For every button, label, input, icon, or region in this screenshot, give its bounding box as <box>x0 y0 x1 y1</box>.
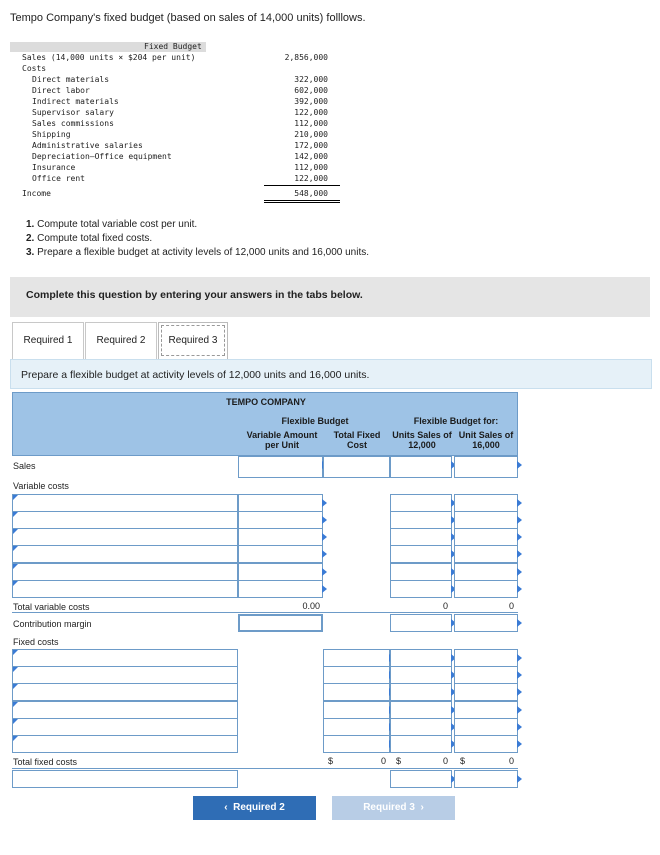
var-input[interactable] <box>238 494 323 512</box>
var-input[interactable] <box>238 580 323 598</box>
tfc-dollar: $ <box>328 756 334 766</box>
fixed-input[interactable] <box>323 649 390 667</box>
var-12000-input[interactable] <box>390 563 452 581</box>
fixed-12000-input[interactable] <box>390 649 452 667</box>
var-16000-input[interactable] <box>454 511 518 529</box>
fb-item-label: Insurance <box>32 163 76 172</box>
tvc-16000-total: 0 <box>508 601 514 611</box>
table-header <box>12 392 518 456</box>
fb-item-label: Administrative salaries <box>32 141 143 150</box>
fixed-input[interactable] <box>323 683 390 701</box>
col-16000: Unit Sales of 16,000 <box>458 430 514 450</box>
label-select[interactable] <box>12 528 238 546</box>
fb-item-value: 112,000 <box>294 119 328 128</box>
var-16000-input[interactable] <box>454 580 518 598</box>
fb-item-value: 112,000 <box>294 163 328 172</box>
fixed-12000-input[interactable] <box>390 718 452 736</box>
fb-item-label: Indirect materials <box>32 97 119 106</box>
var-16000-input[interactable] <box>454 494 518 512</box>
fixed-input[interactable] <box>323 666 390 684</box>
fb-item-value: 210,000 <box>294 130 328 139</box>
tfc-12000-total: 0 <box>442 756 448 766</box>
costs-label: Costs <box>22 64 47 73</box>
fixed-input[interactable] <box>323 735 390 753</box>
fixed-budget <box>10 42 342 202</box>
fb-item-label: Office rent <box>32 174 85 183</box>
tab-required-2[interactable]: Required 2 <box>85 322 157 360</box>
question-1: 1. Compute total variable cost per unit. <box>26 219 198 230</box>
label-select[interactable] <box>12 511 238 529</box>
cm-variable-input[interactable] <box>238 614 323 632</box>
label-select[interactable] <box>12 494 238 512</box>
prev-button[interactable]: ‹ Required 2 <box>193 796 316 820</box>
fixed-12000-input[interactable] <box>390 701 452 719</box>
divider <box>12 768 518 769</box>
var-input[interactable] <box>238 563 323 581</box>
fb-item-value: 392,000 <box>294 97 328 106</box>
row-contribution-margin: Contribution margin <box>13 619 92 629</box>
fixed-input[interactable] <box>323 701 390 719</box>
income-16000-input[interactable] <box>454 770 518 788</box>
income-label: Income <box>22 189 51 198</box>
fixed-16000-input[interactable] <box>454 701 518 719</box>
label-select[interactable] <box>12 701 238 719</box>
label-select[interactable] <box>12 580 238 598</box>
question-3: 3. Prepare a flexible budget at activity levels of 12,000 units and 16,000 units. <box>26 247 370 258</box>
flexible-budget-heading: Flexible Budget <box>281 416 349 426</box>
fixed-16000-input[interactable] <box>454 735 518 753</box>
label-select[interactable] <box>12 666 238 684</box>
income-12000-input[interactable] <box>390 770 452 788</box>
var-input[interactable] <box>238 511 323 529</box>
fb-item-label: Depreciation—Office equipment <box>32 152 172 161</box>
row-fixed-costs: Fixed costs <box>13 637 59 647</box>
flexible-budget-for-heading: Flexible Budget for: <box>413 416 499 426</box>
fb-item-value: 602,000 <box>294 86 328 95</box>
var-input[interactable] <box>238 528 323 546</box>
flexible-budget-table <box>12 392 518 788</box>
company-name: TEMPO COMPANY <box>226 397 306 407</box>
intro-text: Tempo Company's fixed budget (based on sales of 14,000 units) folllows. <box>10 12 366 24</box>
var-12000-input[interactable] <box>390 545 452 563</box>
fb-item-label: Sales commissions <box>32 119 114 128</box>
sales-16000-input[interactable] <box>454 456 518 478</box>
label-select[interactable] <box>12 563 238 581</box>
tvc-12000-total: 0 <box>442 601 448 611</box>
fixed-16000-input[interactable] <box>454 683 518 701</box>
label-select[interactable] <box>12 735 238 753</box>
label-select[interactable] <box>12 649 238 667</box>
tvc-variable-total: 0.00 <box>302 601 320 611</box>
row-sales: Sales <box>13 461 36 471</box>
col-fixed: Total Fixed Cost <box>333 430 381 450</box>
instructions-banner: Complete this question by entering your answers in the tabs below. <box>10 277 650 317</box>
label-select[interactable] <box>12 545 238 563</box>
fixed-16000-input[interactable] <box>454 666 518 684</box>
fb-item-label: Direct materials <box>32 75 110 84</box>
var-12000-input[interactable] <box>390 528 452 546</box>
fixed-input[interactable] <box>323 718 390 736</box>
sales-12000-input[interactable] <box>390 456 452 478</box>
fixed-16000-input[interactable] <box>454 649 518 667</box>
fb-item-label: Shipping <box>32 130 71 139</box>
double-rule-bottom <box>264 202 340 203</box>
tfc-16000-total: 0 <box>508 756 514 766</box>
chevron-right-icon: › <box>420 802 424 813</box>
var-12000-input[interactable] <box>390 580 452 598</box>
tfc-dollar: $ <box>460 756 466 766</box>
fb-item-value: 172,000 <box>294 141 328 150</box>
tfc-dollar: $ <box>396 756 402 766</box>
fixed-budget-header: Fixed Budget <box>144 42 202 51</box>
sales-fixed-cell <box>323 456 390 478</box>
tab-required-1[interactable]: Required 1 <box>12 322 84 360</box>
row-total-fixed-costs: Total fixed costs <box>13 757 78 767</box>
var-12000-input[interactable] <box>390 494 452 512</box>
fb-item-value: 122,000 <box>294 174 328 183</box>
var-16000-input[interactable] <box>454 545 518 563</box>
question-2: 2. Compute total fixed costs. <box>26 233 153 244</box>
col-12000: Units Sales of 12,000 <box>392 430 452 450</box>
double-rule-top <box>264 200 340 201</box>
row-total-variable-costs: Total variable costs <box>13 602 90 612</box>
col-variable: Variable Amount per Unit <box>246 430 318 450</box>
sales-variable-input[interactable] <box>238 456 323 478</box>
fb-item-value: 142,000 <box>294 152 328 161</box>
row-variable-costs: Variable costs <box>13 481 69 491</box>
income-value: 548,000 <box>294 189 328 198</box>
chevron-left-icon: ‹ <box>224 802 228 813</box>
fb-item-value: 322,000 <box>294 75 328 84</box>
sales-value: 2,856,000 <box>284 53 328 62</box>
var-12000-input[interactable] <box>390 511 452 529</box>
divider <box>12 612 518 613</box>
income-label-cell <box>12 770 238 788</box>
var-input[interactable] <box>238 545 323 563</box>
label-select[interactable] <box>12 683 238 701</box>
tab-required-3[interactable]: Required 3 <box>158 322 228 359</box>
rule <box>264 185 340 186</box>
fixed-12000-input[interactable] <box>390 683 452 701</box>
fixed-16000-input[interactable] <box>454 718 518 736</box>
fixed-12000-input[interactable] <box>390 666 452 684</box>
cm-16000-input[interactable] <box>454 614 518 632</box>
task-instruction: Prepare a flexible budget at activity levels of 12,000 units and 16,000 units. <box>10 359 652 389</box>
cm-12000-input[interactable] <box>390 614 452 632</box>
next-button[interactable]: Required 3 › <box>332 796 455 820</box>
label-select[interactable] <box>12 718 238 736</box>
fb-item-label: Direct labor <box>32 86 90 95</box>
sales-label: Sales (14,000 units × $204 per unit) <box>22 53 196 62</box>
fixed-12000-input[interactable] <box>390 735 452 753</box>
tfc-fixed-total: 0 <box>380 756 386 766</box>
fb-item-value: 122,000 <box>294 108 328 117</box>
fb-item-label: Supervisor salary <box>32 108 114 117</box>
var-16000-input[interactable] <box>454 563 518 581</box>
var-16000-input[interactable] <box>454 528 518 546</box>
